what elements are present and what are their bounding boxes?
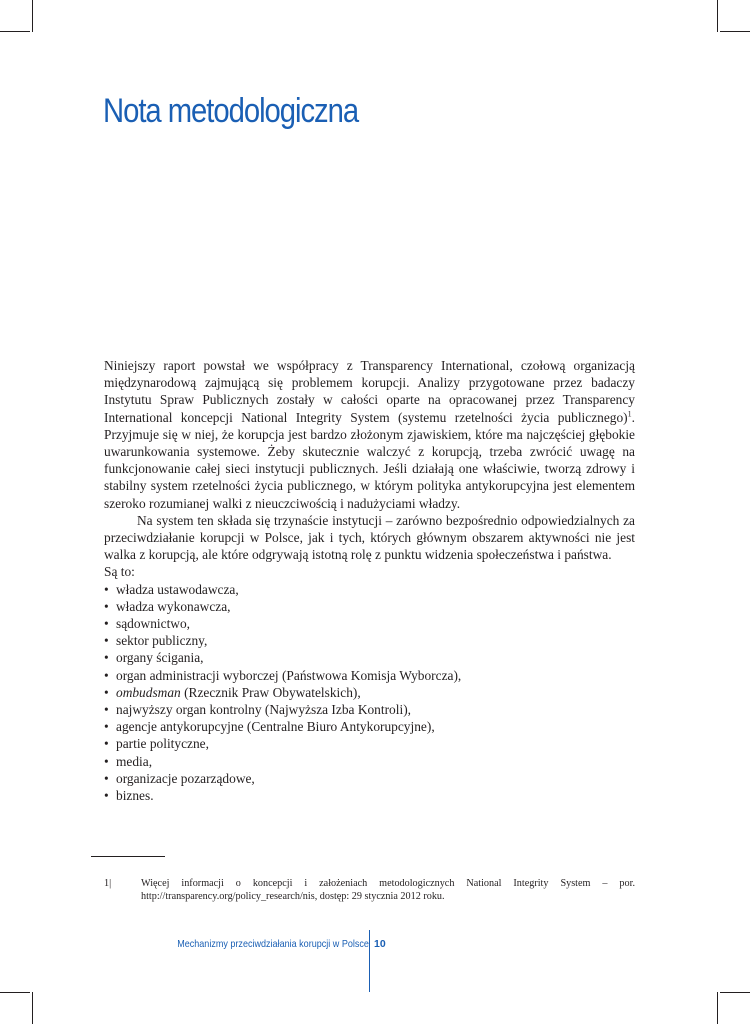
- ombudsman-description: (Rzecznik Praw Obywatelskich),: [180, 684, 361, 700]
- list-item: • sądownictwo,: [104, 615, 635, 632]
- footer-divider: [369, 930, 370, 992]
- crop-mark: [32, 992, 33, 1024]
- footnote-divider: [91, 856, 165, 857]
- paragraph-intro-main: Niniejszy raport powstał we współpracy z Transparency International, czołową organizacją międzynarodową zajmującą się problemem korupcji. Analizy przygotowane przez badaczy Instytutu Spraw Publicznych zostały w całości oparte na opracowanej przez Transparency International koncepcji National Integrity System (systemu rzetelności życia publicznego): [104, 358, 635, 425]
- crop-mark: [0, 31, 30, 32]
- ombudsman-term: ombudsman: [116, 684, 181, 700]
- list-item: • organizacje pozarządowe,: [104, 770, 635, 787]
- footnote-reference: 1: [627, 409, 632, 419]
- paragraph-system: Na system ten składa się trzynaście instytucji – zarówno bezpośrednio odpowiedzialnych za przeciwdziałanie korupcji w Polsce, jak i tych, których głównym obszarem aktywności nie jest walka z korupcją, ale które odgrywają istotną rolę z punktu widzenia społeczeństwa i państwa.: [104, 512, 635, 563]
- footnote: [104, 878, 635, 903]
- paragraph-intro: [104, 357, 635, 512]
- footnote-text: Więcej informacji o koncepcji i założeniach metodologicznych National Integrity System – por. http://transparency.org/policy_research/nis, dostęp: 29 stycznia 2012 roku.: [141, 878, 635, 902]
- institutions-list: [104, 581, 635, 805]
- crop-mark: [720, 31, 750, 32]
- list-item: • organ administracji wyborczej (Państwowa Komisja Wyborcza),: [104, 667, 635, 684]
- list-lead: Są to:: [104, 564, 135, 580]
- body-text: [104, 357, 635, 804]
- list-item: • media,: [104, 753, 635, 770]
- list-item: [104, 684, 635, 701]
- list-item: • władza wykonawcza,: [104, 598, 635, 615]
- crop-mark: [0, 992, 30, 993]
- page-number: 10: [374, 938, 386, 950]
- footnote-number: 1|: [104, 878, 112, 889]
- list-item: • partie polityczne,: [104, 735, 635, 752]
- crop-mark: [717, 992, 718, 1024]
- list-item: • biznes.: [104, 787, 635, 804]
- list-item: • agencje antykorupcyjne (Centralne Biuro Antykorupcyjne),: [104, 718, 635, 735]
- page-title: Nota metodologiczna: [103, 92, 359, 130]
- running-footer-title: Mechanizmy przeciwdziałania korupcji w Polsce: [177, 938, 369, 950]
- crop-mark: [717, 0, 718, 32]
- crop-mark: [720, 992, 750, 993]
- list-item: • sektor publiczny,: [104, 632, 635, 649]
- list-item: • organy ścigania,: [104, 649, 635, 666]
- list-item: • władza ustawodawcza,: [104, 581, 635, 598]
- crop-mark: [32, 0, 33, 32]
- paragraph-intro-rest: . Przyjmuje się w niej, że korupcja jest bardzo złożonym zjawiskiem, które ma najczęściej głębokie uwarunkowania systemowe. Żeby skutecznie walczyć z korupcją, trzeba zwrócić uwagę na funkcjonowanie całej sieci instytucji publicznych. Jeśli działają one właściwie, tworzą zdrowy i stabilny system rzetelności życia publicznego, w którym polityka antykorupcyjna jest elementem szeroko rozumianej walki z nieuczciwością i nadużyciami władzy.: [104, 409, 635, 511]
- list-item: • najwyższy organ kontrolny (Najwyższa Izba Kontroli),: [104, 701, 635, 718]
